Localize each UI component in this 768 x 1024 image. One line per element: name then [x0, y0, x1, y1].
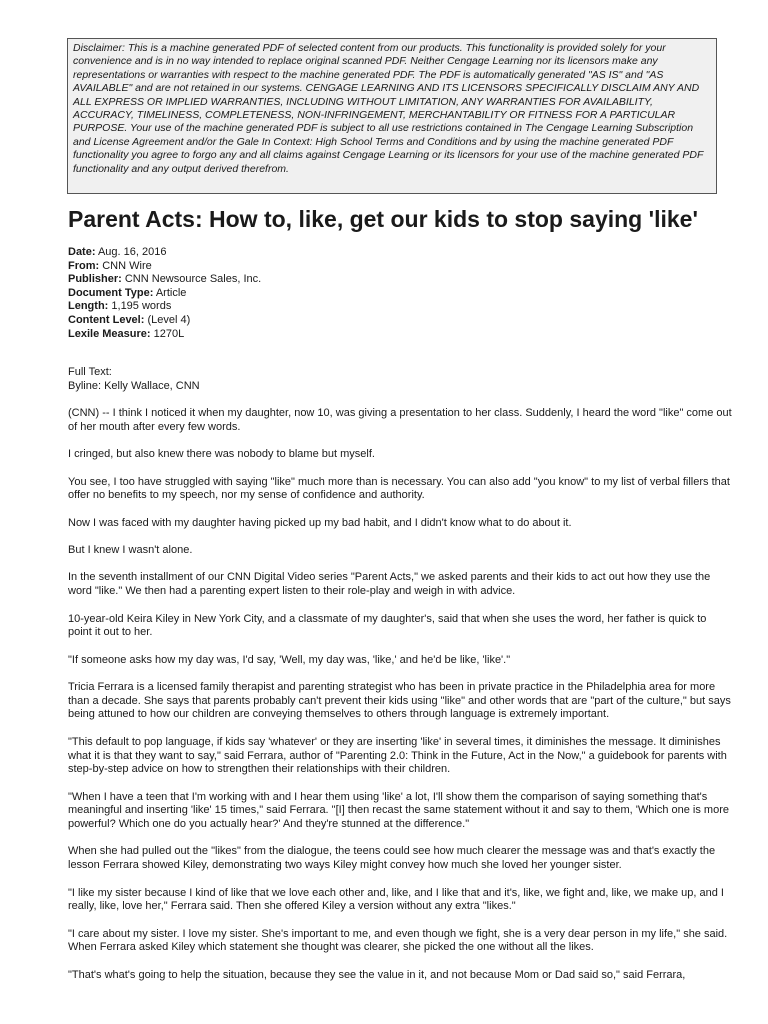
- meta-label: Publisher:: [68, 273, 122, 286]
- paragraph: Tricia Ferrara is a licensed family therapist and parenting strategist who has been in private practice in the Philadelphia area for more than a decade. She says that parents probably can't prevent their kids using "like" and other words that are "part of the culture," but says being attuned to how our children are conveying themselves to others through language is extremely important.: [68, 681, 731, 721]
- meta-document-type: [68, 287, 728, 301]
- meta-label: Document Type:: [68, 286, 154, 299]
- paragraph: When she had pulled out the "likes" from the dialogue, the teens could see how much clearer the message was and that's exactly the lesson Ferrara showed Kiley, demonstrating two ways Kiley might convey how much she loved her younger sister.: [68, 845, 716, 872]
- byline: Byline: Kelly Wallace, CNN: [68, 379, 200, 392]
- article-body: [68, 366, 732, 996]
- article-title: Parent Acts: How to, like, get our kids to stop saying 'like': [68, 206, 698, 232]
- paragraph: In the seventh installment of our CNN Digital Video series "Parent Acts," we asked parents and their kids to act out how they use the word "like." We then had a parenting expert listen to their role-play and weigh in with advice.: [68, 571, 711, 598]
- paragraph: Now I was faced with my daughter having picked up my bad habit, and I didn't know what to do about it.: [68, 516, 572, 529]
- paragraph: (CNN) -- I think I noticed it when my daughter, now 10, was giving a presentation to her class. Suddenly, I heard the word "like" come out of her mouth after every few words.: [68, 407, 732, 433]
- paragraph: "That's what's going to help the situation, because they see the value in it, and not because Mom or Dad said so," said Ferrara,: [68, 968, 686, 981]
- paragraph: You see, I too have struggled with saying "like" much more than is necessary. You can also add "you know" to my list of verbal fillers that offer no benefits to my speech, nor my sense of confidence and authority.: [68, 475, 730, 502]
- meta-publisher: [68, 273, 728, 287]
- meta-value: (Level 4): [147, 313, 191, 326]
- meta-value: 1,195 words: [111, 300, 172, 313]
- meta-label: Content Level:: [68, 313, 145, 326]
- disclaimer-box: Disclaimer: This is a machine generated PDF of selected content from our products. This functionality is provided solely for your convenience and is in no way intended to replace original scanned PDF. Neither Cengage Learning nor its licensors make any representations or warranties with respect to the machine generated PDF. The PDF is automatically generated "AS IS" and "AS AVAILABLE" and are not retained in our systems. CENGAGE LEARNING AND ITS LICENSORS SPECIFICALLY DISCLAIM ANY AND ALL EXPRESS OR IMPLIED WARRANTIES, INCLUDING WITHOUT LIMITATION, ANY WARRANTIES FOR AVAILABILITY, ACCURACY, TIMELINESS, COMPLETENESS, NON-INFRINGEMENT, MERCHANTABILITY OR FITNESS FOR A PARTICULAR PURPOSE. Your use of the machine generated PDF is subject to all use restrictions contained in The Cengage Learning Subscription and License Agreement and/or the Gale In Context: High School Terms and Conditions and by using the machine generated PDF functionality you agree to forgo any and all claims against Cengage Learning or its licensors for your use of the machine generated PDF functionality and any output derived therefrom.: [67, 38, 717, 194]
- meta-label: From:: [68, 259, 100, 272]
- meta-label: Lexile Measure:: [68, 327, 151, 340]
- meta-label: Length:: [68, 300, 109, 313]
- paragraph: "I care about my sister. I love my sister. She's important to me, and even though we fight, she is a very dear person in my life," she said. When Ferrara asked Kiley which statement she thought was clearer, she picked the one without all the likes.: [68, 927, 728, 954]
- meta-lexile-measure: [68, 328, 728, 342]
- full-text-label: Full Text:: [68, 366, 112, 378]
- paragraph: "If someone asks how my day was, I'd say, 'Well, my day was, 'like,' and he'd be like, 'like'.": [68, 653, 511, 666]
- paragraph: "When I have a teen that I'm working with and I hear them using 'like' a lot, I'll show them the comparison of saying something that's meaningful and inserting 'like' 15 times," said Ferrara. "[I] then recast the same statement without it and say to them, 'Which one is more powerful? Which one do you actually hear?' And they're stunned at the difference.": [68, 790, 729, 831]
- meta-value: CNN Wire: [102, 259, 152, 272]
- meta-length: [68, 300, 728, 314]
- meta-content-level: [68, 314, 728, 328]
- paragraph: 10-year-old Keira Kiley in New York City, and a classmate of my daughter's, said that when she uses the word, her father is quick to point it out to her.: [68, 612, 707, 639]
- paragraph: I cringed, but also knew there was nobody to blame but myself.: [68, 448, 375, 461]
- metadata-block: [68, 246, 728, 341]
- meta-value: Aug. 16, 2016: [97, 246, 167, 258]
- meta-value: 1270L: [153, 327, 185, 340]
- paragraph: "This default to pop language, if kids say 'whatever' or they are inserting 'like' in several times, it diminishes the message. It diminishes what it is that they want to say," said Ferrara, author of "Parenting 2.0: Think in the Future, Act in the Now," a guidebook for parents with step-by-step advice on how to strengthen their relationships with their children.: [68, 735, 727, 776]
- paragraph: "I like my sister because I kind of like that we love each other and, like, and I like that and it's, like, we fight and, like, we make up, and I really, like, love her," Ferrara said. Then she offered Kiley a version without any extra "likes.": [68, 886, 724, 913]
- meta-date: [68, 246, 728, 260]
- meta-value: CNN Newsource Sales, Inc.: [124, 273, 262, 286]
- paragraph: But I knew I wasn't alone.: [68, 544, 193, 557]
- meta-value: Article: [155, 286, 187, 299]
- meta-label: Date:: [68, 246, 96, 258]
- meta-from: [68, 260, 728, 274]
